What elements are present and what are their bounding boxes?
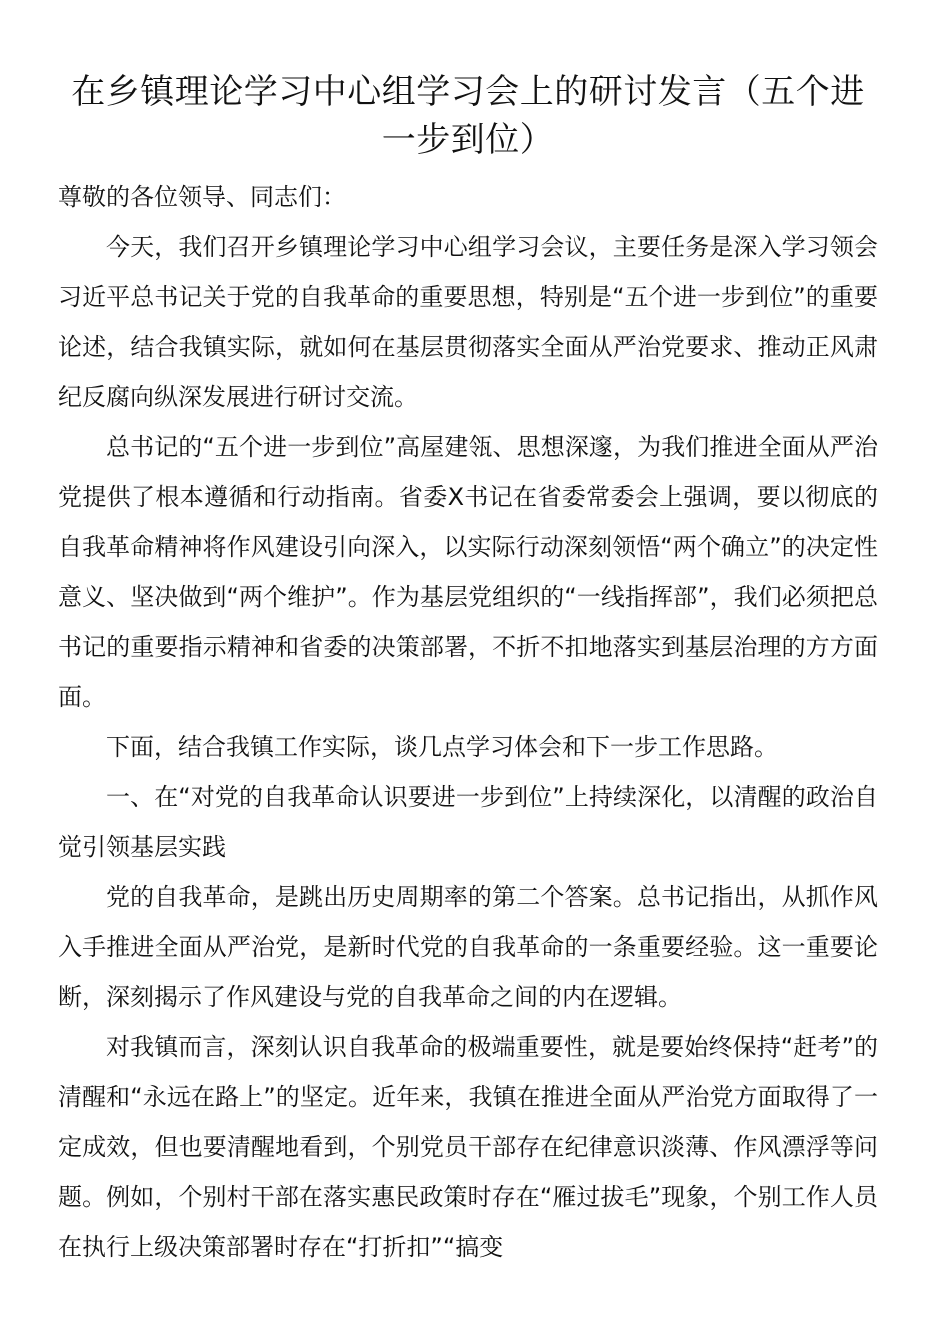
- paragraph-town-practice: 对我镇而言，深刻认识自我革命的极端重要性，就是要始终保持“赶考”的清醒和“永远在路上”的坚定。近年来，我镇在推进全面从严治党方面取得了一定成效，但也要清醒地看到，个别党员干部存在纪律意识淡薄、作风漂浮等问题。例如，个别村干部在落实惠民政策时存在“雁过拔毛”现象，个别工作人员在执行上级决策部署时存在“打折扣”“搞变: [58, 1033, 878, 1261]
- section-heading-1: 一、在“对党的自我革命认识要进一步到位”上持续深化，以清醒的政治自觉引领基层实践: [58, 783, 878, 861]
- paragraph-intro: 今天，我们召开乡镇理论学习中心组学习会议，主要任务是深入学习领会习近平总书记关于党的自我革命的重要思想，特别是“五个进一步到位”的重要论述，结合我镇实际，就如何在基层贯彻落实全面从严治党要求、推动正风肃纪反腐向纵深发展进行研讨交流。: [58, 233, 878, 411]
- paragraph-guidance: 总书记的“五个进一步到位”高屋建瓴、思想深邃，为我们推进全面从严治党提供了根本遵循和行动指南。省委X书记在省委常委会上强调，要以彻底的自我革命精神将作风建设引向深入，以实际行动深刻领悟“两个确立”的决定性意义、坚决做到“两个维护”。作为基层党组织的“一线指挥部”，我们必须把总书记的重要指示精神和省委的决策部署，不折不扣地落实到基层治理的方方面面。: [58, 433, 878, 711]
- paragraph-self-revolution: 党的自我革命，是跳出历史周期率的第二个答案。总书记指出，从抓作风入手推进全面从严治党，是新时代党的自我革命的一条重要经验。这一重要论断，深刻揭示了作风建设与党的自我革命之间的内在逻辑。: [58, 883, 878, 1011]
- document-page: [58, 68, 878, 1272]
- document-title: 在乡镇理论学习中心组学习会上的研讨发言（五个进一步到位）: [71, 72, 865, 160]
- salutation: 尊敬的各位领导、同志们：: [58, 183, 346, 211]
- paragraph-transition: 下面，结合我镇工作实际，谈几点学习体会和下一步工作思路。: [106, 733, 778, 761]
